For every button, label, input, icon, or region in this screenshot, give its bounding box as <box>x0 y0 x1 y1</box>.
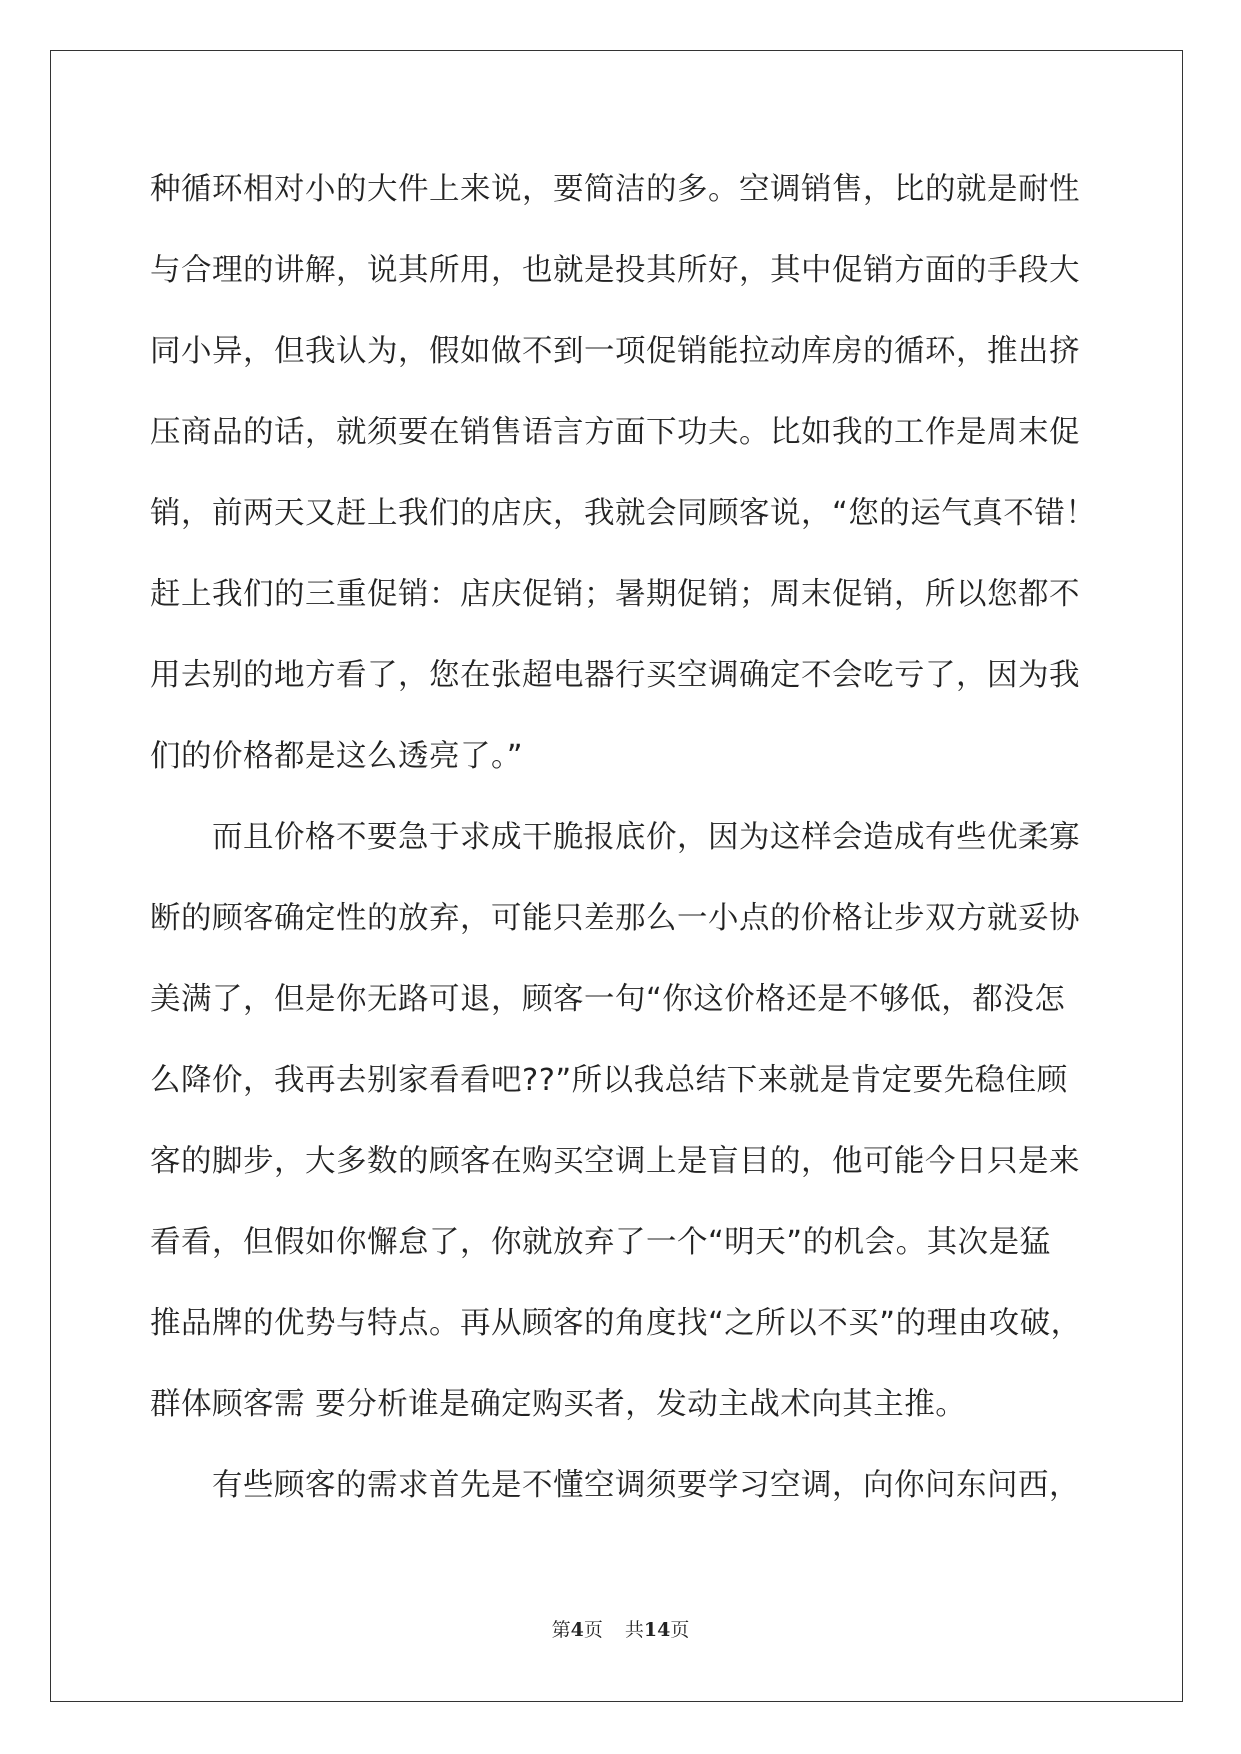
text-line: 压商品的话，就须要在销售语言方面下功夫。比如我的工作是周末促 <box>150 415 1080 450</box>
text-line: 断的顾客确定性的放弃，可能只差那么一小点的价格让步双方就妥协 <box>150 901 1080 936</box>
document-body <box>150 160 1097 1537</box>
page-number: 4 <box>570 1619 584 1641</box>
total-suffix: 页 <box>670 1619 690 1641</box>
total-pages: 14 <box>643 1619 671 1641</box>
text-line: 与合理的讲解，说其所用，也就是投其所好，其中促销方面的手段大 <box>150 253 1080 288</box>
text-line: 客的脚步，大多数的顾客在购买空调上是盲目的，他可能今日只是来 <box>150 1144 1080 1179</box>
paragraph-start-line: 有些顾客的需求首先是不懂空调须要学习空调，向你问东问西， <box>212 1468 1080 1503</box>
text-line: 美满了，但是你无路可退，顾客一句“你这价格还是不够低，都没怎 <box>150 982 1066 1017</box>
page-prefix: 第 <box>551 1619 571 1641</box>
text-line: 看看，但假如你懈怠了，你就放弃了一个“明天”的机会。其次是猛 <box>150 1225 1051 1260</box>
page-footer <box>0 1615 1241 1642</box>
text-line: 么降价，我再去别家看看吧??”所以我总结下来就是肯定要先稳住顾 <box>150 1063 1068 1098</box>
text-line: 推品牌的优势与特点。再从顾客的角度找“之所以不买”的理由攻破， <box>150 1306 1082 1341</box>
text-line: 们的价格都是这么透亮了。” <box>150 739 524 774</box>
text-line: 同小异，但我认为，假如做不到一项促销能拉动库房的循环，推出挤 <box>150 334 1080 369</box>
text-line: 用去别的地方看了，您在张超电器行买空调确定不会吃亏了，因为我 <box>150 658 1080 693</box>
text-line: 销，前两天又赶上我们的店庆，我就会同顾客说，“您的运气真不错！ <box>150 496 1097 531</box>
text-line: 群体顾客需 要分析谁是确定购买者，发动主战术向其主推。 <box>150 1387 967 1422</box>
page-suffix: 页 <box>583 1619 603 1641</box>
total-prefix: 共 <box>624 1619 644 1641</box>
text-line: 赶上我们的三重促销：店庆促销；暑期促销；周末促销，所以您都不 <box>150 577 1080 612</box>
text-line: 种循环相对小的大件上来说，要简洁的多。空调销售，比的就是耐性 <box>150 172 1080 207</box>
paragraph-start-line: 而且价格不要急于求成干脆报底价，因为这样会造成有些优柔寡 <box>212 820 1080 855</box>
